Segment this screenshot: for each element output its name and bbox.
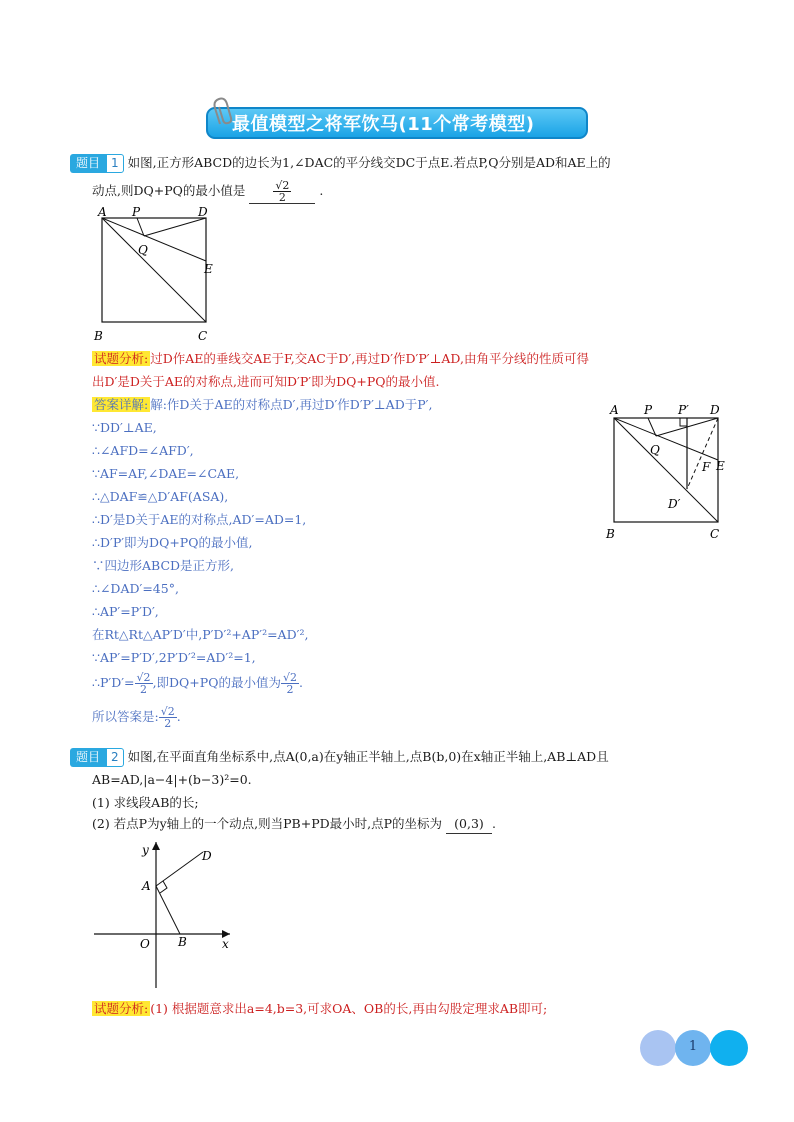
q1-solution-line1 [92, 396, 432, 414]
paperclip-icon [212, 96, 234, 126]
q2-figure [90, 838, 240, 994]
q1-answer-fraction: $\frac{√2}{2}$ [275, 179, 290, 204]
q1-step-3: ∵AF=AF,∠DAE=∠CAE, [92, 466, 240, 481]
q1-step-7: ∵四边形ABCD是正方形, [92, 558, 235, 573]
fig2-label-A: A [610, 403, 619, 417]
q1-solution-tag: 答案详解: [94, 397, 149, 412]
q1-stem-end: . [319, 183, 324, 198]
q2-label-x: x [222, 937, 229, 951]
q1-analysis-line1 [92, 350, 589, 368]
page-title: 最值模型之将军饮马(11个常考模型) [232, 114, 535, 135]
fig2-label-D: D [710, 403, 720, 417]
fig1-label-P: P [132, 206, 141, 219]
q1-answer-blank [249, 180, 315, 204]
q2-label-O: O [140, 937, 150, 951]
fig1-label-D: D [198, 206, 208, 219]
q1-step-2: ∴∠AFD=∠AFD′, [92, 443, 194, 458]
fig2-label-C: C [710, 527, 720, 541]
fig2-label-P-prime: P′ [678, 403, 689, 417]
fig2-label-F: F [702, 460, 711, 474]
q1-solution-text1: 解:作D关于AE的对称点D′,再过D′作D′P′⊥AD于P′, [150, 397, 433, 412]
q1-stem-line2 [92, 180, 323, 204]
q2-stem-line2: AB=AD,|a−4|+(b−3)²=0. [92, 772, 252, 787]
q2-answer-blank: (0,3) [446, 815, 492, 834]
q2-part1: (1) 求线段AB的长; [92, 795, 199, 810]
fig1-label-E: E [204, 262, 213, 276]
q1-step-8: ∴∠DAD′=45°, [92, 581, 179, 596]
q1-solution-figure [602, 398, 742, 544]
q1-analysis-text1: 过D作AE的垂线交AE于F,交AC于D′,再过D′作D′P′⊥AD,由角平分线的性质可得 [150, 351, 589, 366]
q2-analysis-tag: 试题分析: [94, 1001, 149, 1016]
q2-stem-line1 [70, 748, 609, 767]
q1-analysis-line2: 出D′是D关于AE的对称点,进而可知D′P′即为DQ+PQ的最小值. [92, 374, 440, 389]
q1-step-1: ∵DD′⊥AE, [92, 420, 157, 435]
q1-step-4: ∴△DAF≌△D′AF(ASA), [92, 489, 229, 504]
q1-figure [92, 206, 222, 346]
title-banner [206, 96, 588, 140]
q1-step-5: ∴D′是D关于AE的对称点,AD′=AD=1, [92, 512, 307, 527]
fig2-label-D-prime: D′ [668, 497, 681, 511]
page-number: 1 [688, 1039, 698, 1054]
page-decor-circle-3 [710, 1030, 748, 1066]
fig1-label-B: B [94, 329, 103, 343]
fig2-label-E: E [716, 459, 725, 473]
q1-stem-text2: 动点,则DQ+PQ的最小值是 [92, 183, 246, 198]
q1-stem-line1 [70, 154, 611, 173]
q1-step-6: ∴D′P′即为DQ+PQ的最小值, [92, 535, 253, 550]
q1-step-12: ∴P′D′= $\frac{√2}{2}$ ,即DQ+PQ的最小值为 $\frac{√2}{2}$ . [92, 671, 303, 696]
q2-analysis-text1: (1) 根据题意求出a=4,b=3,可求OA、OB的长,再由勾股定理求AB即可; [150, 1001, 548, 1016]
q2-analysis-line1 [92, 1000, 547, 1018]
q1-step-9: ∴AP′=P′D′, [92, 604, 159, 619]
page-decor-circle-1 [640, 1030, 676, 1066]
fig2-label-Q: Q [650, 443, 660, 457]
q2-label-A: A [142, 879, 151, 893]
q2-label-D: D [202, 849, 212, 863]
q2-label-B: B [178, 935, 187, 949]
q1-analysis-tag: 试题分析: [94, 351, 149, 366]
fig1-label-A: A [98, 206, 107, 219]
fig2-label-B: B [606, 527, 615, 541]
q1-badge: 题目 1 [70, 154, 124, 173]
q2-part2: (2) 若点P为y轴上的一个动点,则当PB+PD最小时,点P的坐标为 (0,3) . [92, 815, 496, 834]
q1-step-11: ∵AP′=P′D′,2P′D′²=AD′²=1, [92, 650, 256, 665]
fig1-label-C: C [198, 329, 208, 343]
q2-stem-text1: 如图,在平面直角坐标系中,点A(0,a)在y轴正半轴上,点B(b,0)在x轴正半轴上,AB⊥AD且 [127, 749, 609, 764]
q1-step-10: 在Rt△Rt△AP′D′中,P′D′²+AP′²=AD′², [92, 627, 309, 642]
fig1-label-Q: Q [138, 243, 148, 257]
q2-label-y: y [142, 843, 149, 857]
q1-stem-text1: 如图,正方形ABCD的边长为1,∠DAC的平分线交DC于点E.若点P,Q分别是AD和AE上的 [127, 155, 611, 170]
q1-final-answer: 所以答案是: $\frac{√2}{2}$ . [92, 705, 181, 730]
fig2-label-P: P [644, 403, 653, 417]
q2-badge: 题目 2 [70, 748, 124, 767]
